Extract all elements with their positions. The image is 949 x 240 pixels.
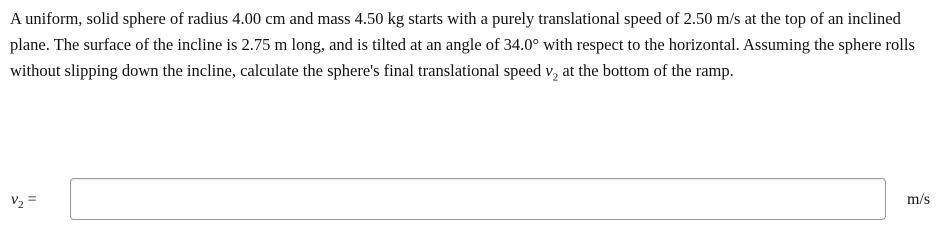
answer-label-symbol: v xyxy=(11,191,19,208)
unit-label: m/s xyxy=(907,191,931,208)
answer-label-equals: = xyxy=(23,191,37,208)
question-part1: A uniform, solid sphere of radius 4.00 cm and mass 4.50 kg starts with a purely translational speed of 2.50 m/s at the top of an inclined plane. The surface of the incline is 2.75 m long, and is tilted at an angle of 34.0° with respect to the horizontal. Assuming the sphere rolls without slipping down the incline, calculate the sphere's final translational speed xyxy=(10,9,915,80)
question-text xyxy=(10,6,940,84)
answer-row xyxy=(0,178,949,222)
variable-symbol: v xyxy=(545,61,553,80)
variable-subscript: 2 xyxy=(552,71,559,84)
answer-label xyxy=(11,191,37,212)
answer-input[interactable] xyxy=(70,178,886,220)
answer-label-subscript: 2 xyxy=(18,199,24,212)
question-part2: at the bottom of the ramp. xyxy=(558,61,734,80)
